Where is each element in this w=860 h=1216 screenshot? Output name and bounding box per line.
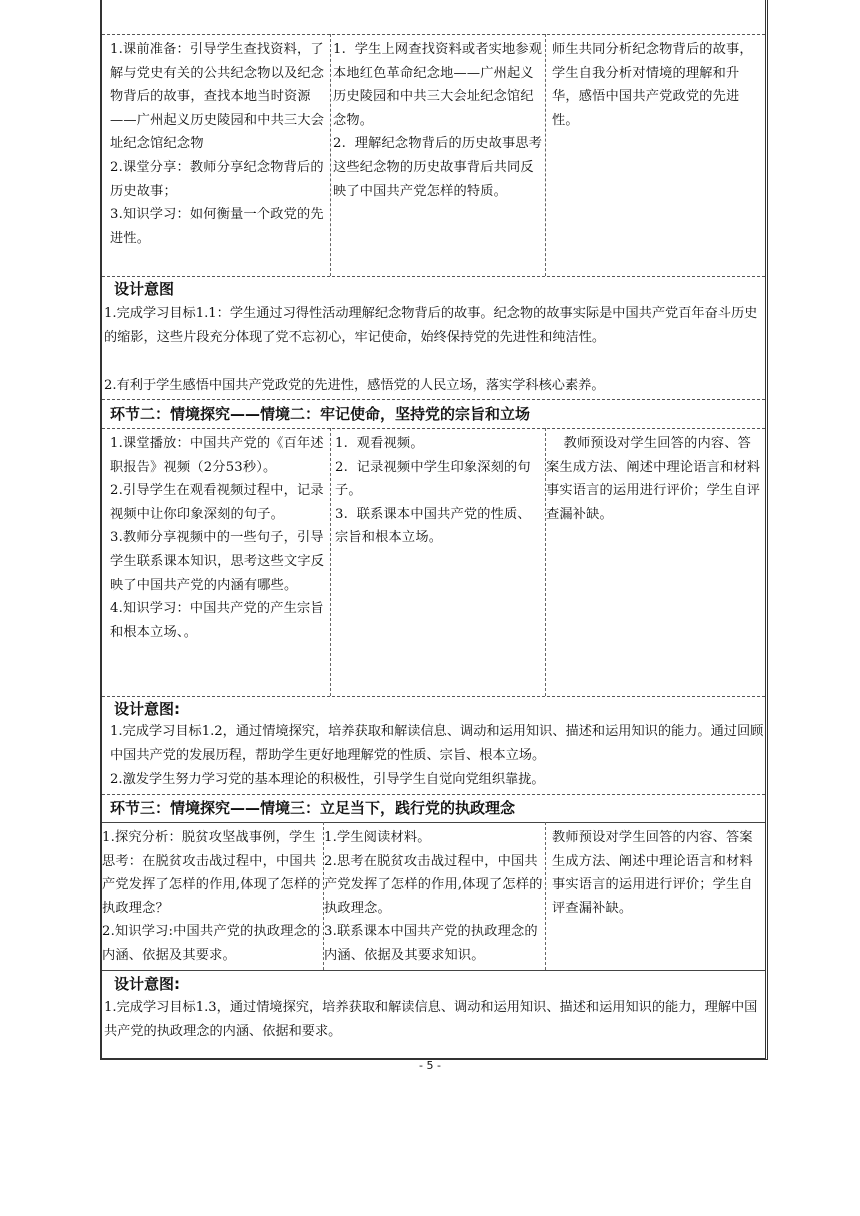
block2-evaluation: 教师预设对学生回答的内容、答案生成方法、阐述中理论语言和材料事实语言的运用进行评价；学生自评查漏补缺。 (546, 436, 761, 522)
page-number: - 5 - (419, 1059, 441, 1072)
row-divider (102, 34, 765, 35)
row-divider (102, 696, 765, 697)
section-heading: 环节三：情境探究——情境三：立足当下，践行党的执政理念 (110, 799, 516, 817)
document-page (100, 0, 768, 1060)
column-divider (545, 822, 546, 970)
block3-teacher-activity: 1.探究分析：脱贫攻坚战事例，学生思考：在脱贫攻击战过程中，中国共产党发挥了怎样的作用,体现了怎样的执政理念？ 2.知识学习:中国共产党的执政理念的内涵、依据及其要求。 (102, 830, 321, 963)
column-divider (330, 428, 331, 696)
block1-teacher-activity: 1.课前准备：引导学生查找资料，了解与党史有关的公共纪念物以及纪念物背后的故事，查找本地当时资源——广州起义历史陵园和中共三大会址纪念馆纪念物 2.课堂分享：教师分享纪念物背后的历史故事； 3.知识学习：如何衡量一个政党的先进性。 (110, 42, 325, 246)
column-divider (330, 34, 331, 276)
design-intent-title: 设计意图: (114, 700, 180, 718)
block1-evaluation: 师生共同分析纪念物背后的故事，学生自我分析对情境的理解和升华，感悟中国共产党政党的先进性。 (552, 42, 753, 128)
row-divider (102, 822, 765, 823)
design-intent-paragraph: 2.有利于学生感悟中国共产党政党的先进性，感悟党的人民立场，落实学科核心素养。 (104, 378, 605, 393)
design-intent-title: 设计意图: (114, 975, 180, 993)
design-intent-paragraph: 1.完成学习目标1.1：学生通过习得性活动理解纪念物背后的故事。纪念物的故事实际是中国共产党百年奋斗历史的缩影，这些片段充分体现了党不忘初心，牢记使命，始终保持党的先进性和纯洁性。 (104, 306, 758, 345)
column-divider (545, 34, 546, 276)
row-divider (102, 399, 765, 400)
block1-student-activity: 1. 学生上网查找资料或者实地参观本地红色革命纪念地——广州起义历史陵园和中共三大会址纪念馆纪念物。 2. 理解纪念物背后的历史故事思考这些纪念物的历史故事背后共同反映了中国共产党怎样的特质。 (333, 42, 543, 199)
block3-student-activity: 1.学生阅读材料。 2.思考在脱贫攻击战过程中，中国共产党发挥了怎样的作用,体现了怎样的执政理念。 3.联系课本中国共产党的执政理念的内涵、依据及其要求知识。 (324, 830, 543, 963)
design-intent-title: 设计意图 (114, 280, 175, 298)
block2-student-activity: 1. 观看视频。 2. 记录视频中学生印象深刻的句子。 3. 联系课本中国共产党的性质、宗旨和根本立场。 (335, 436, 531, 546)
block3-evaluation: 教师预设对学生回答的内容、答案生成方法、阐述中理论语言和材料事实语言的运用进行评价；学生自评查漏补缺。 (552, 830, 753, 916)
design-intent-paragraph: 2.激发学生努力学习党的基本理论的积极性，引导学生自觉向党组织靠拢。 (110, 772, 545, 787)
design-intent-paragraph: 1.完成学习目标1.2，通过情境探究，培养获取和解读信息、调动和运用知识、描述和运用知识的能力。通过回顾中国共产党的发展历程，帮助学生更好地理解党的性质、宗旨、根本立场。 (110, 724, 764, 763)
design-intent-paragraph: 1.完成学习目标1.3，通过情境探究，培养获取和解读信息、调动和运用知识、描述和运用知识的能力，理解中国共产党的执政理念的内涵、依据和要求。 (104, 1000, 758, 1039)
row-divider (102, 276, 765, 277)
row-divider (102, 794, 765, 795)
row-divider (102, 970, 765, 971)
section-heading: 环节二：情境探究——情境二：牢记使命，坚持党的宗旨和立场 (110, 405, 531, 423)
block2-teacher-activity: 1.课堂播放：中国共产党的《百年述职报告》视频（2分53秒）。 2.引导学生在观看视频过程中，记录视频中让你印象深刻的句子。 3.教师分享视频中的一些句子，引导学生联系课本知识，思考这些文字反映了中国共产党的内涵有哪些。 4.知识学习：中国共产党的产生宗旨和根本立场、。 (110, 436, 325, 640)
row-divider (102, 428, 765, 429)
